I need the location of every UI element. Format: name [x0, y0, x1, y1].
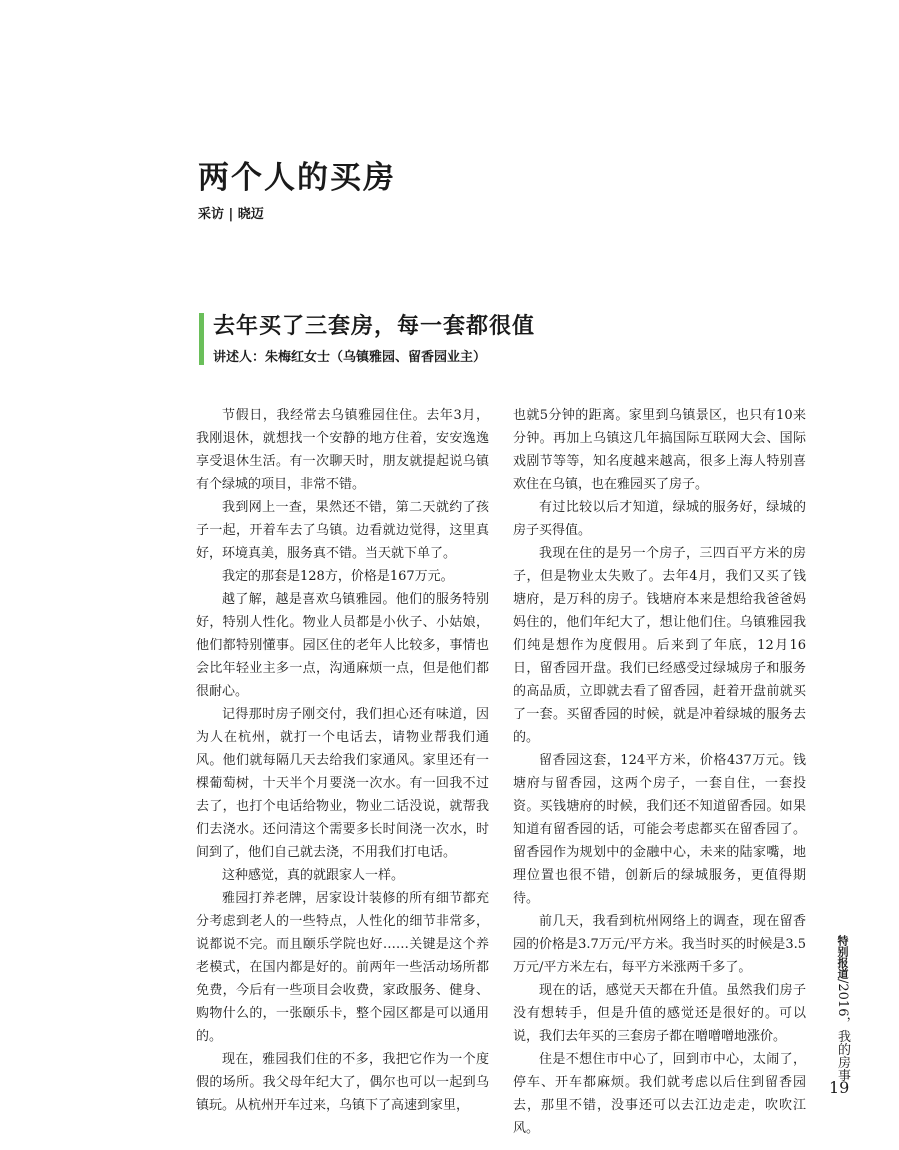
paragraph: 留香园这套，124平方米，价格437万元。钱塘府与留香园，这两个房子，一套自住，一套投资。买钱塘府的时候，我们还不知道留香园。如果知道有留香园的话，可能会考虑都买在留香园了。留香园作为规划中的金融中心，未来的陆家嘴，地理位置也很不错，创新后的绿城服务，更值得期待。	[513, 753, 806, 906]
paragraph: 我到网上一查，果然还不错，第二天就约了孩子一起，开着车去了乌镇。边看就边觉得，这里真好，环境真美，服务真不错。当天就下单了。	[196, 500, 489, 561]
running-section-label	[826, 935, 852, 1081]
article-byline: 采访 | 晓迈	[198, 207, 264, 222]
paragraph: 我现在住的是另一个房子，三四百平方米的房子，但是物业太失败了。去年4月，我们又买了钱塘府，是万科的房子。钱塘府本来是想给我爸爸妈妈住的，他们年纪大了，想让他们住。乌镇雅园我们纯是想作为度假用。后来到了年底，12月16日，留香园开盘。我们已经感受过绿城房子和服务的高品质，立即就去看了留香园，赶着开盘前就买了一套。买留香园的时候，就是冲着绿城的服务去的。	[513, 546, 806, 745]
paragraph: 现在，雅园我们住的不多，我把它作为一个度假的场所。我父母年纪大了，偶尔也可以一起到乌镇玩。从杭州开车过来，乌镇下了高速到家里，	[196, 1052, 489, 1113]
section-tagline: /2016，我的房事	[835, 979, 850, 1082]
paragraph: 现在的话，感觉天天都在升值。虽然我们房子没有想转手，但是升值的感觉还是很好的。可以说，我们去年买的三套房子都在噌噌噌地涨价。	[513, 983, 806, 1044]
left-column	[196, 404, 489, 1117]
paragraph: 记得那时房子刚交付，我们担心还有味道，因为人在杭州，就打一个电话去，请物业帮我们通风。他们就每隔几天去给我们家通风。家里还有一棵葡萄树，十天半个月要浇一次水。有一回我不过去了，也打个电话给物业，物业二话没说，就帮我们去浇水。还问清这个需要多长时间浇一次水，时间到了，他们自己就去浇，不用我们打电话。	[196, 707, 489, 860]
paragraph: 雅园打养老牌，居家设计装修的所有细节都充分考虑到老人的一些特点，人性化的细节非常多，说都说不完。而且颐乐学院也好……关键是这个养老模式，在国内都是好的。前两年一些活动场所都免费，今后有一些项目会收费，家政服务、健身、购物什么的，一张颐乐卡，整个园区都是可以通用的。	[196, 891, 489, 1044]
paragraph: 前几天，我看到杭州网络上的调查，现在留香园的价格是3.7万元/平方米。我当时买的时候是3.5万元/平方米左右，每平方米涨两千多了。	[513, 914, 806, 975]
page-number: 19	[829, 1078, 850, 1097]
paragraph: 越了解，越是喜欢乌镇雅园。他们的服务特别好，特别人性化。物业人员都是小伙子、小姑娘，他们都特别懂事。园区住的老年人比较多，事情也会比年轻业主多一点，沟通麻烦一点，但是他们都很耐心。	[196, 592, 489, 699]
right-column	[513, 404, 806, 1140]
paragraph: 节假日，我经常去乌镇雅园住住。去年3月，我刚退休，就想找一个安静的地方住着，安安逸逸享受退休生活。有一次聊天时，朋友就提起说乌镇有个绿城的项目，非常不错。	[196, 408, 489, 492]
article-title: 两个人的买房	[198, 160, 396, 196]
paragraph: 有过比较以后才知道，绿城的服务好，绿城的房子买得值。	[513, 500, 806, 538]
paragraph: 住是不想住市中心了，回到市中心，太闹了，停车、开车都麻烦。我们就考虑以后住到留香园去，那里不错，没事还可以去江边走走，吹吹江风。	[513, 1052, 806, 1136]
section-narrator: 讲述人：朱梅红女士（乌镇雅园、留香园业主）	[213, 350, 487, 365]
section-heading: 去年买了三套房，每一套都很值	[213, 313, 536, 339]
paragraph: 我定的那套是128方，价格是167万元。	[222, 569, 454, 584]
paragraph-continuation: 也就5分钟的距离。家里到乌镇景区，也只有10来分钟。再加上乌镇这几年搞国际互联网大会、国际戏剧节等等，知名度越来越高，很多上海人特别喜欢住在乌镇，也在雅园买了房子。	[513, 408, 806, 492]
section-name: 特别报道	[836, 935, 849, 979]
paragraph: 这种感觉，真的就跟家人一样。	[222, 868, 405, 883]
section-accent-bar	[199, 313, 204, 365]
